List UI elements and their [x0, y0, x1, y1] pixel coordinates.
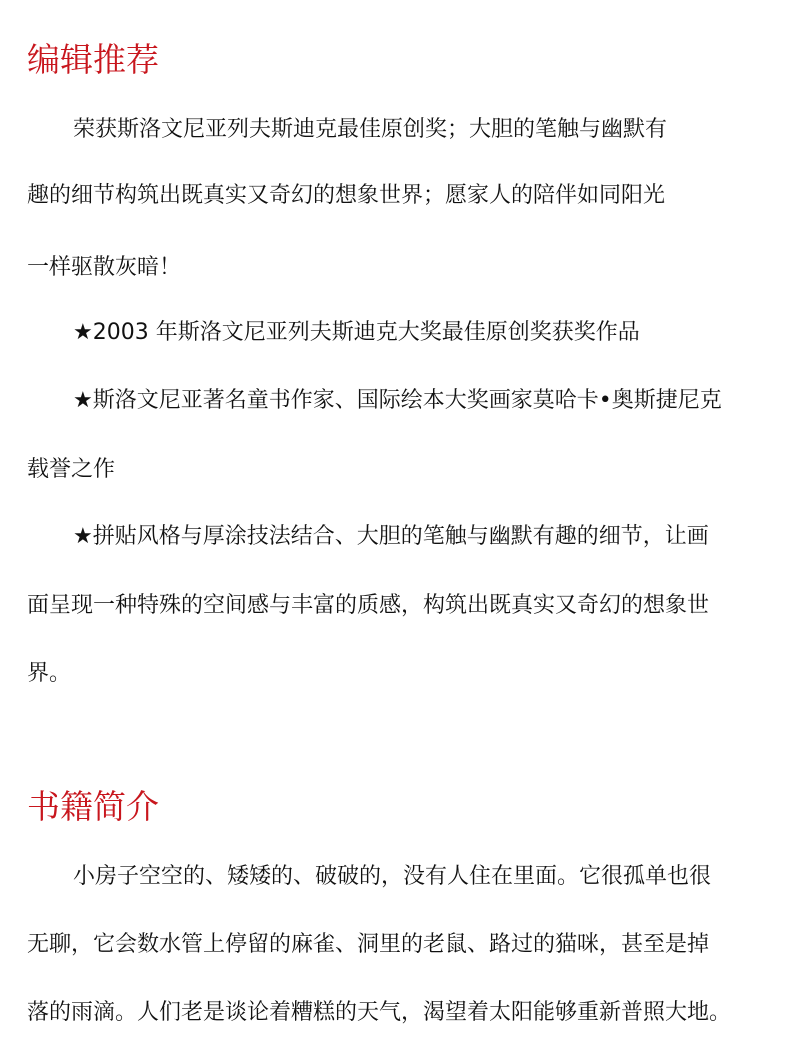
style-bullet-line-3: 界。: [27, 661, 72, 686]
section-heading-editor-recommendation: 编辑推荐: [27, 40, 159, 79]
style-bullet-line-1: ★拼贴风格与厚涂技法结合、大胆的笔触与幽默有趣的细节，让画: [73, 524, 709, 549]
author-bullet-line-1: ★斯洛文尼亚著名童书作家、国际绘本大奖画家莫哈卡•奥斯捷尼克: [73, 388, 722, 413]
editor-recommendation-line-1: 荣获斯洛文尼亚列夫斯迪克最佳原创奖；大胆的笔触与幽默有: [73, 117, 668, 142]
editor-recommendation-line-2: 趣的细节构筑出既真实又奇幻的想象世界；愿家人的陪伴如同阳光: [27, 183, 666, 208]
award-bullet-line: ★2003 年斯洛文尼亚列夫斯迪克大奖最佳原创奖获奖作品: [73, 320, 640, 345]
style-bullet-line-2: 面呈现一种特殊的空间感与丰富的质感，构筑出既真实又奇幻的想象世: [27, 593, 710, 618]
book-intro-line-1: 小房子空空的、矮矮的、破破的，没有人住在里面。它很孤单也很: [73, 864, 712, 889]
editor-recommendation-line-3: 一样驱散灰暗！: [27, 255, 182, 280]
section-heading-book-intro: 书籍简介: [27, 787, 159, 826]
book-intro-line-2: 无聊，它会数水管上停留的麻雀、洞里的老鼠、路过的猫咪，甚至是掉: [27, 932, 710, 957]
author-bullet-line-2: 载誉之作: [27, 457, 116, 482]
book-intro-line-3: 落的雨滴。人们老是谈论着糟糕的天气，渴望着太阳能够重新普照大地。: [27, 1000, 732, 1025]
